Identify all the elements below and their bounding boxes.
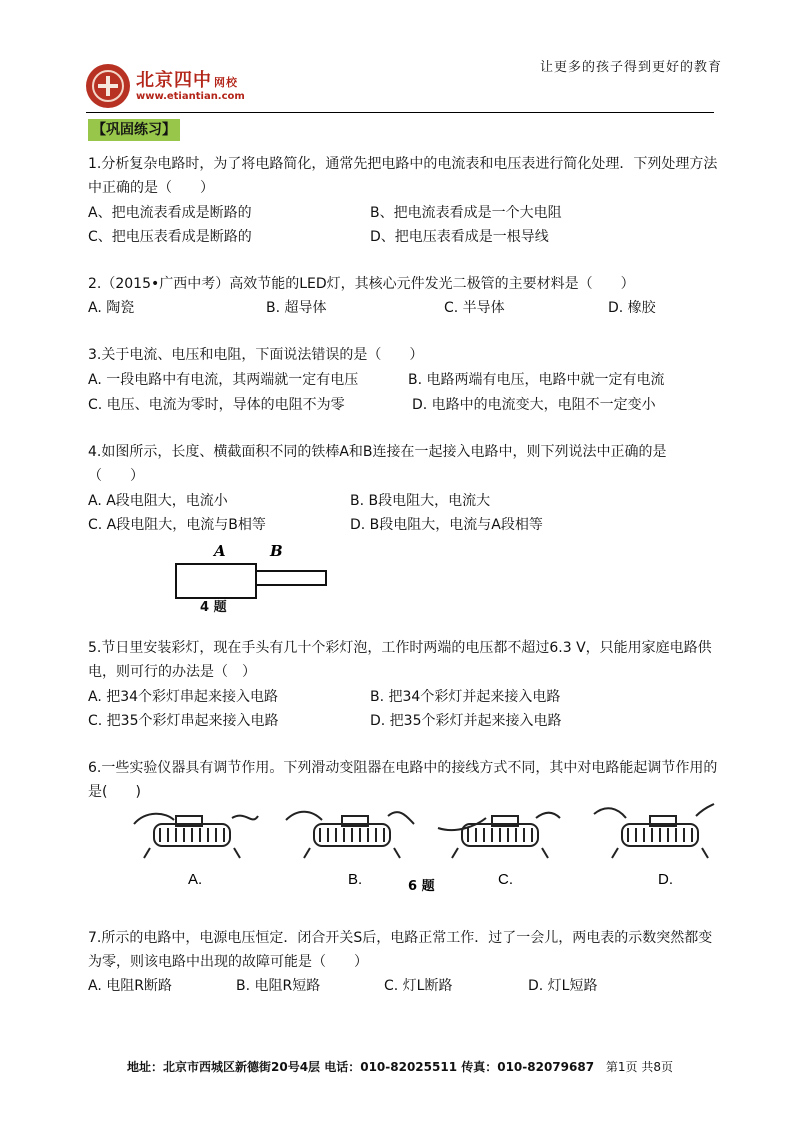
page-footer (0, 1058, 800, 1075)
question-5-options-2 (88, 709, 718, 733)
rod-b-label: B (270, 542, 283, 560)
option-c: C、把电压表看成是断路的 (88, 229, 252, 245)
figure-6-caption: 6 题 (408, 879, 435, 894)
rheostat-c (438, 813, 560, 858)
question-7-stem: 7.所示的电路中，电源电压恒定．闭合开关S后，电路正常工作．过了一会儿，两电表的示数突然都变为零，则该电路中出现的故障可能是（ ） (88, 930, 713, 970)
option-c: C. 电压、电流为零时，导体的电阻不为零 (88, 397, 345, 413)
option-a: A. 电阻R断路 (88, 978, 172, 994)
option-b: B、把电流表看成是一个大电阻 (370, 205, 562, 221)
question-2-stem: 2.（2015•广西中考）高效节能的LED灯，其核心元件发光二极管的主要材料是（ ） (88, 276, 635, 292)
option-a: A. 把34个彩灯串起来接入电路 (88, 689, 279, 705)
question-3-stem: 3.关于电流、电压和电阻，下面说法错误的是（ ） (88, 347, 424, 363)
rheostat-a-label: A. (188, 871, 203, 888)
option-b: B. 电阻R短路 (236, 978, 321, 994)
option-b: B. 超导体 (266, 300, 327, 316)
rheostat-b (286, 812, 414, 858)
question-7-options (88, 974, 718, 998)
question-4-options-2 (88, 513, 718, 537)
option-a: A. A段电阻大，电流小 (88, 493, 228, 509)
option-d: D. 电路中的电流变大，电阻不一定变小 (412, 397, 656, 413)
option-c: C. 半导体 (444, 300, 505, 316)
section-title: 【巩固练习】 (88, 119, 180, 141)
option-d: D. B段电阻大，电流与A段相等 (350, 517, 543, 533)
option-b: B. B段电阻大，电流大 (350, 493, 491, 509)
question-2-options (88, 296, 718, 320)
school-logo (86, 62, 296, 117)
logo-emblem-icon (86, 64, 130, 108)
question-3-options (88, 368, 718, 392)
option-b: B. 把34个彩灯并起来接入电路 (370, 689, 561, 705)
option-c: C. 把35个彩灯串起来接入电路 (88, 713, 279, 729)
footer-address: 地址：北京市西城区新德街20号4层 电话：010-82025511 传真：010-82079687 (127, 1060, 595, 1074)
rheostat-c-label: C. (498, 871, 513, 888)
option-a: A. 一段电路中有电流，其两端就一定有电压 (88, 372, 359, 388)
question-5-options (88, 685, 718, 709)
question-5-stem: 5.节日里安装彩灯，现在手头有几十个彩灯泡，工作时两端的电压都不超过6.3 V，只能用家庭电路供电，则可行的办法是（ ） (88, 640, 712, 680)
rheostat-d-label: D. (658, 871, 673, 888)
question-1-options (88, 201, 718, 225)
rod-a-label: A (214, 542, 226, 560)
rod-a (176, 564, 256, 598)
question-4-options (88, 489, 718, 513)
figure-rheostats (126, 798, 716, 898)
logo-url: www.etiantian.com (136, 91, 245, 102)
header-slogan: 让更多的孩子得到更好的教育 (539, 60, 722, 75)
question-1-options-2 (88, 225, 718, 249)
header-divider (86, 112, 714, 113)
option-d: D. 灯L短路 (528, 978, 598, 994)
option-b: B. 电路两端有电压，电路中就一定有电流 (408, 372, 665, 388)
option-c: C. A段电阻大，电流与B相等 (88, 517, 266, 533)
figure-4-caption: 4 题 (200, 600, 227, 615)
option-d: D. 橡胶 (608, 300, 656, 316)
question-4-stem: 4.如图所示，长度、横截面积不同的铁棒A和B连接在一起接入电路中，则下列说法中正确的是 （ ） (88, 444, 681, 484)
option-c: C. 灯L断路 (384, 978, 453, 994)
rheostat-d (594, 804, 714, 858)
footer-page-number: 第1页 共8页 (605, 1060, 673, 1074)
question-1-stem: 1.分析复杂电路时，为了将电路简化，通常先把电路中的电流表和电压表进行简化处理．下列处理方法中正确的是（ ） (88, 156, 718, 196)
question-6-stem: 6.一些实验仪器具有调节作用。下列滑动变阻器在电路中的接线方式不同，其中对电路能起调节作用的是( ) (88, 760, 718, 800)
logo-name: 北京四中 网校 (136, 70, 238, 91)
option-d: D、把电压表看成是一根导线 (370, 229, 549, 245)
option-a: A. 陶瓷 (88, 300, 135, 316)
rod-b (256, 571, 326, 585)
rheostat-a (134, 814, 258, 858)
option-d: D. 把35个彩灯并起来接入电路 (370, 713, 562, 729)
question-3-options-2 (88, 393, 718, 417)
figure-iron-rods (170, 540, 340, 616)
rheostat-b-label: B. (348, 871, 363, 888)
option-a: A、把电流表看成是断路的 (88, 205, 252, 221)
